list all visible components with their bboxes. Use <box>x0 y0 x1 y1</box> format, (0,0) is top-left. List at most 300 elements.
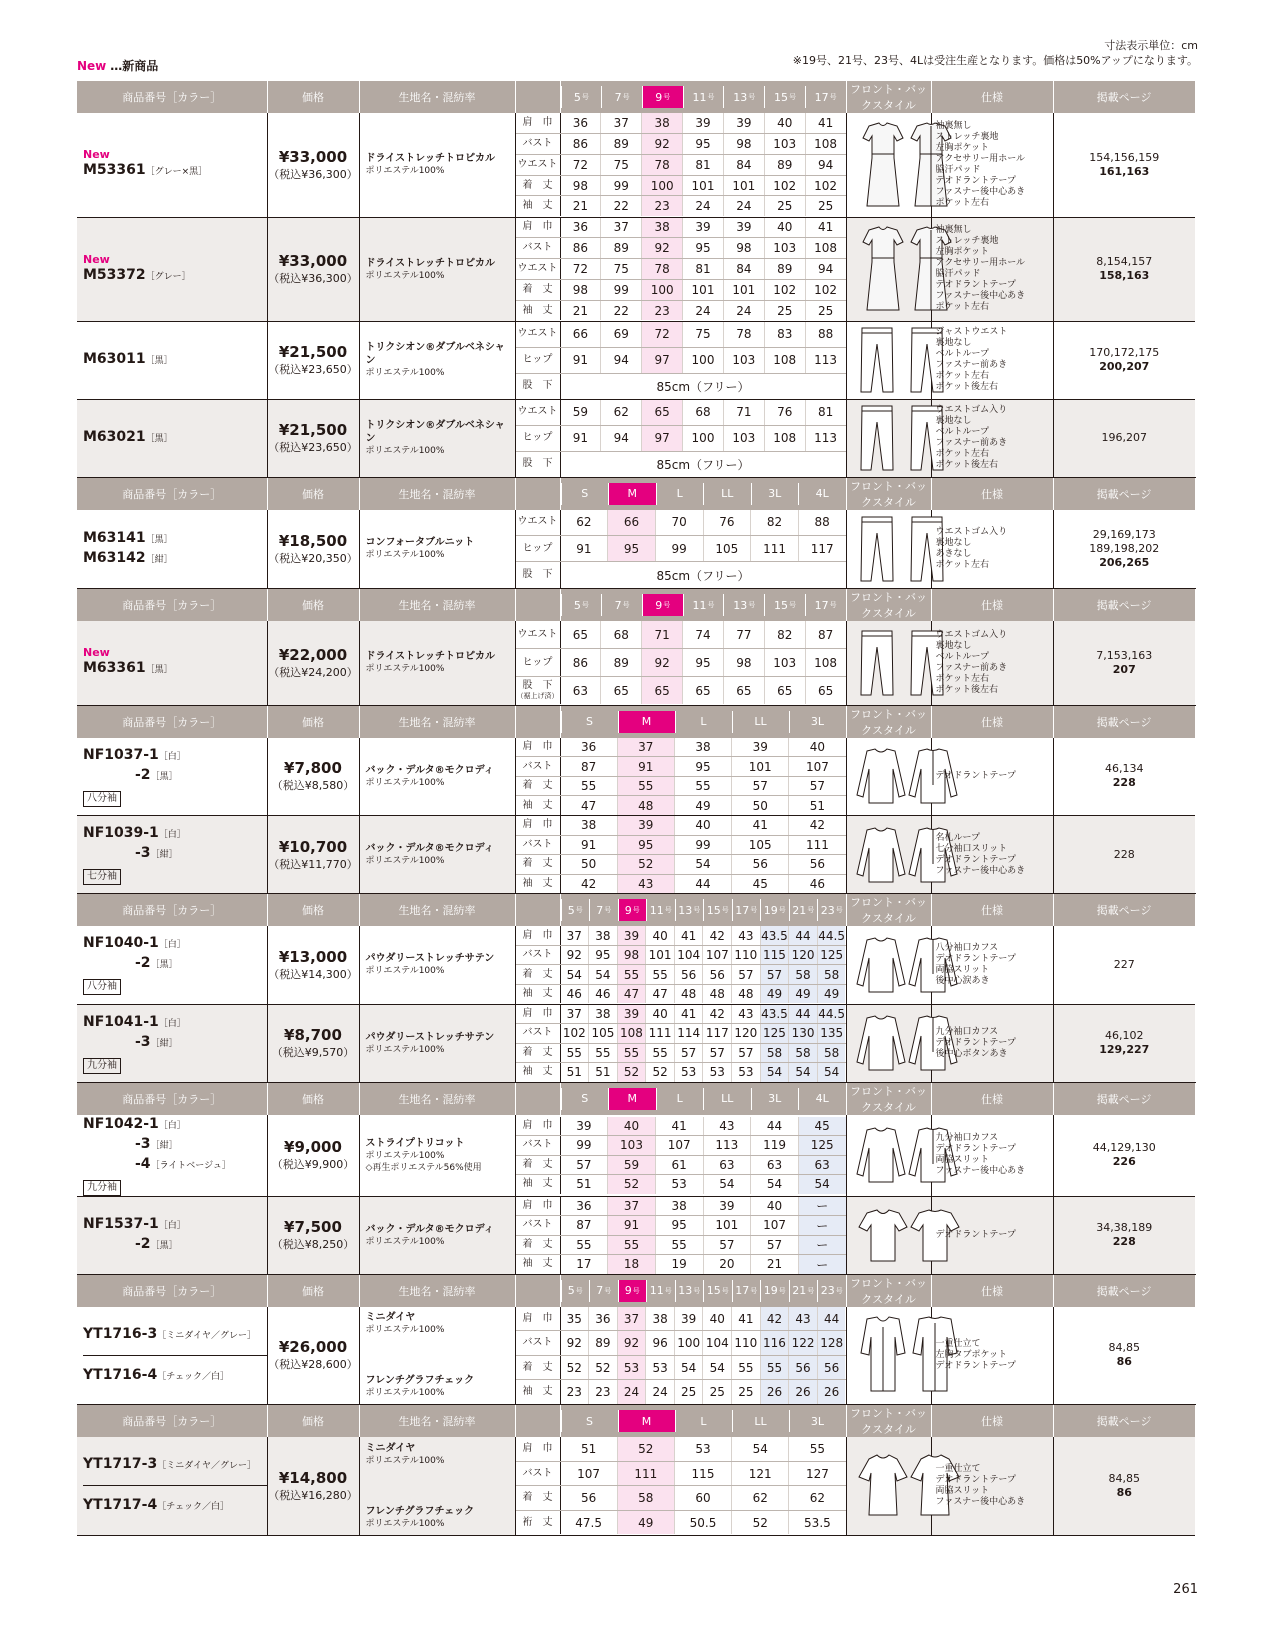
product-code-cell <box>77 816 267 894</box>
size-label: 9 <box>624 903 632 917</box>
measure-value: 40 <box>788 738 845 757</box>
header-code: 商品番号［カラー］ <box>77 81 267 113</box>
measure-value: 54 <box>750 1175 798 1194</box>
fabric-name: バック・デルタ®モクロディ <box>365 764 494 776</box>
measure-value: 48 <box>702 985 731 1004</box>
spec-item: ファスナー後中心あき <box>935 186 1026 197</box>
header-style: フロント・バックスタイル <box>846 705 931 738</box>
price-cell <box>267 113 359 217</box>
product-code-cell <box>77 321 267 399</box>
measure-value: 54 <box>798 1175 846 1194</box>
spec-item: デオドラントテープ <box>935 1360 1016 1371</box>
price: ¥26,000 <box>278 1338 348 1357</box>
measure-value: 120 <box>731 1024 760 1043</box>
price-tax-included: （税込¥8,580） <box>271 779 355 793</box>
size-header-cell <box>589 1280 618 1302</box>
measure-value: 114 <box>674 1024 703 1043</box>
measure-value: 52 <box>731 1511 788 1535</box>
product-code-cell <box>77 1437 267 1535</box>
measure-label: 着 丈 <box>516 1156 561 1175</box>
measure-value: 103 <box>764 238 805 258</box>
measure-value: 55 <box>655 1236 703 1255</box>
measure-label: 袖 丈 <box>516 875 561 894</box>
pages-cell <box>1053 816 1195 894</box>
measure-row <box>516 1136 846 1156</box>
product-code-number: M63011 <box>83 351 146 367</box>
spec-item: ファスナー後中心あき <box>935 865 1026 876</box>
section-header <box>77 477 1195 510</box>
fabric-cell <box>359 217 515 321</box>
fabric-blend: ポリエステル100% <box>365 1455 445 1466</box>
measurements-cell <box>515 510 846 589</box>
measure-value: 111 <box>788 836 845 855</box>
product-code-number: M63021 <box>83 429 146 445</box>
measure-value: 37 <box>617 738 674 757</box>
measure-value: 135 <box>817 1024 846 1043</box>
price-cell <box>267 738 359 816</box>
measure-value: 24 <box>723 196 764 216</box>
header-measure-label <box>515 894 560 927</box>
measure-value: 54 <box>760 1063 789 1082</box>
measure-value: 49 <box>617 1511 674 1535</box>
measure-label: 着 丈 <box>516 855 561 874</box>
size-label: S <box>561 1410 618 1432</box>
size-header-cell <box>760 1280 789 1302</box>
spec-cell <box>931 926 1053 1004</box>
price-cell <box>267 1437 359 1535</box>
measure-label: バスト <box>516 1024 561 1043</box>
pants-illustration-icon <box>847 402 931 474</box>
price-cell <box>267 217 359 321</box>
measure-value: ー <box>798 1216 846 1235</box>
size-header-cell <box>764 86 805 108</box>
size-label: 17 <box>735 903 750 917</box>
header-sizes <box>560 1082 846 1115</box>
measure-row <box>516 218 846 239</box>
spec-item: ベルトループ <box>935 349 990 359</box>
header-spec: 仕様 <box>931 894 1053 927</box>
measure-label: ウエスト <box>516 510 561 535</box>
product-code-cell <box>77 738 267 816</box>
measure-value: 89 <box>764 155 805 175</box>
measure-value: 55 <box>731 1356 760 1380</box>
measure-value: 65 <box>682 677 723 704</box>
size-suffix: 号 <box>788 93 796 101</box>
product-row <box>77 113 1195 217</box>
measure-value: 56 <box>674 965 703 984</box>
product-color: ［チェック／白］ <box>157 1502 229 1513</box>
page-ref: 154,156,159 <box>1089 150 1160 164</box>
measure-value: 54 <box>817 1063 846 1082</box>
fabric-blend: ポリエステル100% <box>365 270 445 281</box>
measure-label: バスト <box>516 836 561 855</box>
page-ref: 228 <box>1112 1235 1136 1248</box>
measure-value: 108 <box>764 348 805 373</box>
measure-value: 98 <box>561 280 601 300</box>
measure-value: 89 <box>600 649 641 676</box>
fabric-blend: ポリエステル100% <box>365 1236 445 1247</box>
spec-item: 左胸ポケット <box>935 247 990 257</box>
pages-cell <box>1053 1115 1195 1197</box>
measure-row <box>516 816 846 836</box>
measure-value: 38 <box>655 1197 703 1216</box>
measure-label: 肩 巾 <box>516 1437 561 1461</box>
size-header-cell <box>723 594 764 616</box>
new-legend-tag: New <box>77 59 107 73</box>
measure-value: 94 <box>600 426 641 451</box>
product-color: ［白］ <box>158 830 186 840</box>
measure-row <box>516 1044 846 1064</box>
measure-value: 71 <box>641 621 682 648</box>
measure-value: 82 <box>764 621 805 648</box>
measure-value: 103 <box>723 426 764 451</box>
price-tax-included: （税込¥23,650） <box>268 441 358 454</box>
fabric-blend: ポリエステル100% <box>365 446 445 456</box>
size-header-cell <box>683 86 724 108</box>
measure-value: 101 <box>682 280 723 300</box>
spec-item: ポケット左右 <box>935 302 990 312</box>
price: ¥8,700 <box>284 1026 342 1044</box>
page-ref: 189,198,202 <box>1089 541 1160 555</box>
measure-value: 48 <box>617 796 674 815</box>
size-suffix: 号 <box>575 1286 583 1295</box>
measure-label: 肩 巾 <box>516 113 561 133</box>
price-tax-included: （税込¥36,300） <box>268 272 358 285</box>
fabric-name: トリクシオン®ダブルベネシャン <box>365 342 505 366</box>
product-code-cell <box>77 1307 267 1405</box>
fabric-blend: ポリエステル100% <box>365 368 445 378</box>
measure-value: 44.5 <box>817 1005 846 1024</box>
size-header-cell <box>642 594 683 616</box>
measure-row <box>516 855 846 875</box>
product-code-cell <box>77 1115 267 1197</box>
size-header-cell <box>561 594 602 616</box>
product-color: ［黒］ <box>150 960 178 971</box>
size-suffix: 号 <box>748 93 756 101</box>
measure-value: 25 <box>674 1380 703 1404</box>
measure-label: 着 丈 <box>516 965 561 984</box>
measure-value: 41 <box>805 113 846 133</box>
measure-label: バスト <box>516 946 561 965</box>
price: ¥33,000 <box>278 252 348 270</box>
measure-row <box>516 1380 846 1404</box>
fabric-cell <box>359 621 515 705</box>
measure-value: 40 <box>764 113 805 133</box>
header-measure-label <box>515 1405 560 1438</box>
spec-item: ファスナー後中心あき <box>935 1166 1026 1176</box>
product-code <box>83 1445 267 1486</box>
fabric-cell <box>359 738 515 816</box>
measure-value: 40 <box>750 1197 798 1216</box>
measure-value: 44 <box>674 875 731 894</box>
size-label: L <box>656 1088 704 1110</box>
header-spec: 仕様 <box>931 1405 1053 1438</box>
measure-value: 83 <box>764 322 805 347</box>
measure-label: 着 丈 <box>516 777 561 796</box>
header-pages: 掲載ページ <box>1053 589 1195 622</box>
page-ref: 29,169,173 <box>1092 527 1156 541</box>
style-illustration <box>846 816 931 894</box>
measure-value: 108 <box>764 426 805 451</box>
price: ¥14,800 <box>278 1468 348 1487</box>
product-color: ［黒］ <box>145 534 173 545</box>
size-header-cell <box>789 899 818 921</box>
measure-value: 92 <box>561 946 589 965</box>
product-code-number: NF1041-1 <box>83 1013 159 1030</box>
spec-item: 一重仕立て <box>935 1338 981 1349</box>
spec-item: ストレッチ裏地 <box>935 236 999 246</box>
size-label: 19 <box>763 1284 778 1297</box>
measure-value: 111 <box>645 1024 674 1043</box>
pages-cell <box>1053 738 1195 816</box>
measure-value: 36 <box>561 738 617 757</box>
product-code-number: NF1537-1 <box>83 1216 159 1232</box>
style-illustration <box>846 217 931 321</box>
measure-row <box>516 1216 846 1236</box>
measure-value: 76 <box>703 510 751 535</box>
measure-row <box>516 677 846 704</box>
measure-row <box>516 1117 846 1137</box>
fabric-name: パウダリーストレッチサテン <box>365 953 495 965</box>
measure-value: 21 <box>561 196 601 216</box>
page-ref: 226 <box>1112 1155 1136 1168</box>
measure-row <box>516 1197 846 1217</box>
size-label: 11 <box>692 598 707 612</box>
measure-value: 65 <box>600 677 641 704</box>
measure-value: 44 <box>750 1117 798 1136</box>
measure-value: 117 <box>702 1024 731 1043</box>
measure-label: 着 丈 <box>516 1356 561 1380</box>
measure-value: 57 <box>750 1236 798 1255</box>
measure-value: 91 <box>561 426 601 451</box>
fabric-cell <box>359 1196 515 1274</box>
spec-item: デオドラントテープ <box>935 1229 1016 1240</box>
size-header-cell <box>618 899 647 921</box>
measure-value-free: 85cm（フリー） <box>561 562 846 587</box>
measure-label: バスト <box>516 1136 561 1155</box>
measure-value: 35 <box>561 1307 589 1331</box>
measure-value: 95 <box>682 649 723 676</box>
measure-value: 39 <box>723 113 764 133</box>
header-sizes <box>560 589 846 622</box>
measure-row <box>516 1511 846 1535</box>
measure-value: 48 <box>731 985 760 1004</box>
measure-value: 55 <box>561 777 617 796</box>
measure-value: 42 <box>561 875 617 894</box>
measure-value: 58 <box>788 965 817 984</box>
product-row <box>77 816 1195 894</box>
measure-value: 55 <box>617 1044 646 1063</box>
unit-note: 寸法表示単位：cm <box>1104 39 1198 52</box>
blouse-illustration-icon <box>847 1124 931 1186</box>
pants-illustration-icon <box>847 513 931 585</box>
spec-item: 一重仕立て <box>935 1463 981 1474</box>
measure-row <box>516 155 846 176</box>
product-code-number: M53361 <box>83 162 146 179</box>
measure-value: 55 <box>617 777 674 796</box>
measure-value: 108 <box>805 134 846 154</box>
size-label: 15 <box>773 598 788 612</box>
spec-item: 七分袖口スリット <box>935 843 1008 854</box>
measure-value: 25 <box>764 196 805 216</box>
header-style: フロント・バックスタイル <box>846 589 931 622</box>
measure-row <box>516 113 846 134</box>
measure-value: 88 <box>798 510 846 535</box>
size-suffix: 号 <box>750 1286 758 1295</box>
blouse-illustration-icon <box>847 824 931 886</box>
page-ref: 7,153,163 <box>1096 648 1153 662</box>
size-label: 3L <box>751 1088 799 1110</box>
size-label: 9 <box>655 598 663 612</box>
size-label: S <box>561 1088 609 1110</box>
measure-value: 86 <box>561 134 601 154</box>
measure-value: 40 <box>607 1117 655 1136</box>
product-color: ［黒］ <box>150 1241 178 1251</box>
product-color: ［紺］ <box>150 850 178 860</box>
product-row <box>77 1196 1195 1274</box>
header-style: フロント・バックスタイル <box>846 894 931 927</box>
measure-value: 125 <box>817 946 846 965</box>
measurements-cell <box>515 1196 846 1274</box>
product-row <box>77 399 1195 477</box>
measure-value: 92 <box>617 1331 646 1355</box>
spec-item: 両脇スリット <box>935 1485 990 1496</box>
measure-value: 100 <box>641 280 682 300</box>
size-header-cell <box>760 899 789 921</box>
measure-value: 55 <box>674 777 731 796</box>
measure-value: 60 <box>674 1486 731 1510</box>
spec-cell <box>931 510 1053 589</box>
measure-row <box>516 301 846 321</box>
spec-item: デオドラントテープ <box>935 280 1016 290</box>
measure-value: 38 <box>561 816 617 835</box>
size-label: 7 <box>596 903 604 917</box>
measure-sublabel: （裾上げ済） <box>516 691 559 700</box>
measure-value: 43 <box>703 1117 751 1136</box>
measure-value: 58 <box>817 1044 846 1063</box>
spec-cell <box>931 399 1053 477</box>
product-code <box>83 934 267 954</box>
product-code-number: M53372 <box>83 266 146 283</box>
fabric-name-2: フレンチグラフチェック <box>365 1375 475 1387</box>
size-label: 5 <box>573 90 581 104</box>
spec-item: 袖裏無し <box>935 120 972 131</box>
measurements-cell <box>515 738 846 816</box>
measure-row <box>516 1156 846 1176</box>
measure-value: 58 <box>617 1486 674 1510</box>
measure-value: 96 <box>645 1331 674 1355</box>
measure-label: ウエスト <box>516 621 561 648</box>
header-spec: 仕様 <box>931 589 1053 622</box>
measure-value: 57 <box>731 965 760 984</box>
measure-value: 66 <box>561 322 601 347</box>
measure-value: 113 <box>703 1136 751 1155</box>
measure-value: 95 <box>682 134 723 154</box>
product-color: ［黒］ <box>150 771 178 782</box>
section-header <box>77 705 1195 738</box>
size-label: S <box>561 711 618 733</box>
measure-value: 51 <box>561 1063 589 1082</box>
measure-value: 91 <box>607 1216 655 1235</box>
page-ref: 196,207 <box>1101 431 1147 444</box>
header-sizes <box>560 705 846 738</box>
product-code-number: NF1040-1 <box>83 935 159 952</box>
measure-value: 65 <box>764 677 805 704</box>
spec-cell <box>931 1437 1053 1535</box>
size-label: LL <box>703 483 751 505</box>
product-code <box>83 1235 267 1255</box>
measure-value: 37 <box>561 1005 589 1024</box>
measure-value: 24 <box>645 1380 674 1404</box>
measure-label: ウエスト <box>516 259 561 279</box>
product-code-cell <box>77 1004 267 1082</box>
size-label: 3L <box>789 1410 846 1432</box>
size-label: S <box>561 483 609 505</box>
measure-value: 46 <box>588 985 617 1004</box>
measure-value: 52 <box>645 1063 674 1082</box>
measure-value: 52 <box>617 1437 674 1461</box>
size-header-cell <box>732 1280 761 1302</box>
product-row <box>77 1307 1195 1405</box>
measure-value: 95 <box>674 757 731 776</box>
header-pages: 掲載ページ <box>1053 1274 1195 1307</box>
pages-cell <box>1053 621 1195 705</box>
measure-label: ヒップ <box>516 348 561 373</box>
measure-value: 54 <box>674 1356 703 1380</box>
measure-value: 55 <box>788 1437 845 1461</box>
spec-item: ウエストゴム入り <box>935 405 1008 415</box>
style-illustration <box>846 1437 931 1535</box>
product-row <box>77 621 1195 705</box>
size-label: 11 <box>649 1284 664 1297</box>
size-header-cell <box>561 1280 590 1302</box>
size-label: 5 <box>573 598 581 612</box>
header-measure-label <box>515 1274 560 1307</box>
top-illustration-icon <box>847 1451 931 1521</box>
measure-row <box>516 452 846 477</box>
measure-row <box>516 965 846 985</box>
measure-value: 102 <box>764 280 805 300</box>
measure-value: 92 <box>641 649 682 676</box>
new-tag: New <box>83 148 110 162</box>
spec-item: ファスナー後中心あき <box>935 291 1026 301</box>
spec-item: ウエストゴム入り <box>935 526 1008 537</box>
measure-label: バスト <box>516 134 561 154</box>
size-label: L <box>675 711 732 733</box>
size-label: 9 <box>655 90 663 104</box>
measure-value: 43 <box>617 875 674 894</box>
size-header-cell <box>723 86 764 108</box>
spec-item: デオドラントテープ <box>935 770 1016 781</box>
product-code <box>83 428 267 448</box>
measure-value: 107 <box>561 1462 617 1486</box>
spec-item: あきなし <box>935 548 972 559</box>
measure-value: 99 <box>600 280 641 300</box>
measure-label: 袖 丈 <box>516 1175 561 1194</box>
product-code-number: -2 <box>135 766 151 783</box>
fabric-cell <box>359 816 515 894</box>
measure-value: 76 <box>764 400 805 425</box>
measure-label: ヒップ <box>516 649 561 676</box>
measure-value: 65 <box>805 677 846 704</box>
product-code <box>83 1115 267 1135</box>
measure-value: 39 <box>682 113 723 133</box>
header-sizes <box>560 1274 846 1307</box>
measure-value: 98 <box>561 176 601 196</box>
measure-value: 45 <box>798 1117 846 1136</box>
page-ref: 200,207 <box>1099 360 1150 373</box>
measure-value: 56 <box>788 1356 817 1380</box>
